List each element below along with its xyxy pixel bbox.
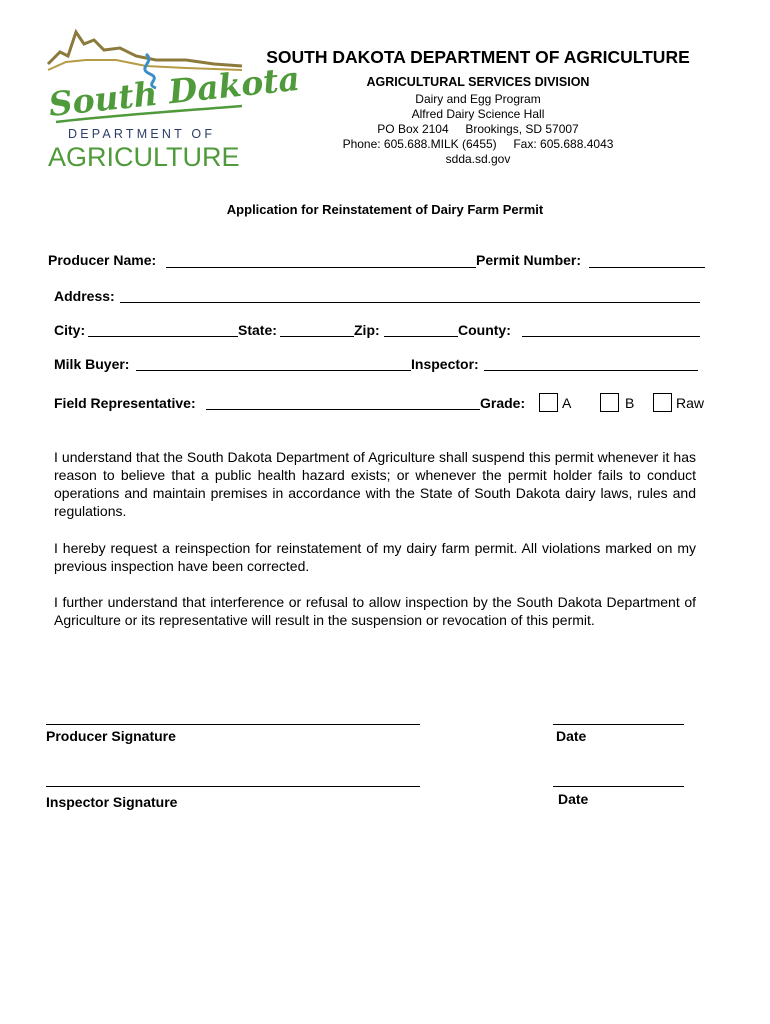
program-name: Dairy and Egg Program [415, 92, 541, 106]
inspector-label: Inspector: [411, 356, 479, 372]
po-box: PO Box 2104 [377, 122, 449, 136]
mailing-address [262, 122, 694, 137]
county-label: County: [458, 322, 511, 338]
form-title: Application for Reinstatement of Dairy Farm Permit [226, 202, 544, 217]
division-name: AGRICULTURAL SERVICES DIVISION [366, 75, 590, 89]
inspector-signature-line[interactable] [46, 786, 420, 787]
phone: Phone: 605.688.MILK (6455) [342, 137, 497, 151]
county-field[interactable] [522, 336, 700, 337]
field-rep-label: Field Representative: [54, 395, 196, 411]
department-title: SOUTH DAKOTA DEPARTMENT OF AGRICULTURE [266, 47, 690, 67]
city-state-zip: Brookings, SD 57007 [465, 122, 579, 136]
building-name: Alfred Dairy Science Hall [411, 107, 545, 121]
statement-paragraph: I understand that the South Dakota Department of Agriculture shall suspend this permit whenever it has reason to believe that a public health hazard exists; or whenever the permit holder fails to conduct operations and maintain premises in accordance with the State of South Dakota dairy laws, rules and regulations. [54, 449, 696, 519]
inspector-signature-label: Inspector Signature [46, 794, 178, 810]
inspector-field[interactable] [484, 370, 698, 371]
field-rep-field[interactable] [206, 409, 480, 410]
producer-name-label: Producer Name: [48, 252, 157, 268]
city-label: City: [54, 322, 86, 338]
producer-signature-line[interactable] [46, 724, 420, 725]
milk-buyer-label: Milk Buyer: [54, 356, 130, 372]
grade-b-label: B [625, 395, 635, 411]
grade-a-checkbox[interactable] [539, 393, 558, 412]
address-field[interactable] [120, 302, 700, 303]
svg-text:South Dakota: South Dakota [46, 58, 302, 124]
acknowledgement-paragraph: I further understand that interference or refusal to allow inspection by the South Dakota Department of Agriculture or its representative will result in the suspension or revocation of this permit. [54, 594, 696, 628]
producer-name-field[interactable] [166, 267, 476, 268]
grade-b-checkbox[interactable] [600, 393, 619, 412]
grade-a-label: A [562, 395, 572, 411]
sd-agriculture-logo [46, 26, 302, 172]
svg-text:DEPARTMENT OF: DEPARTMENT OF [68, 127, 216, 141]
website: sdda.sd.gov [445, 152, 511, 166]
milk-buyer-field[interactable] [136, 370, 411, 371]
inspector-date-line[interactable] [553, 786, 684, 787]
svg-text:AGRICULTURE: AGRICULTURE [48, 142, 240, 172]
grade-raw-checkbox[interactable] [653, 393, 672, 412]
zip-label: Zip: [354, 322, 380, 338]
permit-number-field[interactable] [589, 267, 705, 268]
city-field[interactable] [88, 336, 238, 337]
producer-date-label: Date [556, 728, 587, 744]
producer-date-line[interactable] [553, 724, 684, 725]
address-label: Address: [54, 288, 115, 304]
grade-raw-label: Raw [676, 395, 705, 411]
zip-field[interactable] [384, 336, 458, 337]
request-paragraph: I hereby request a reinspection for reinstatement of my dairy farm permit. All violations marked on my previous inspection have been corrected. [54, 540, 696, 574]
producer-signature-label: Producer Signature [46, 728, 176, 744]
permit-number-label: Permit Number: [476, 252, 582, 268]
inspector-date-label: Date [558, 791, 589, 807]
state-field[interactable] [280, 336, 354, 337]
grade-label: Grade: [480, 395, 526, 411]
state-label: State: [238, 322, 277, 338]
fax: Fax: 605.688.4043 [513, 137, 614, 151]
contact-numbers [262, 137, 694, 152]
